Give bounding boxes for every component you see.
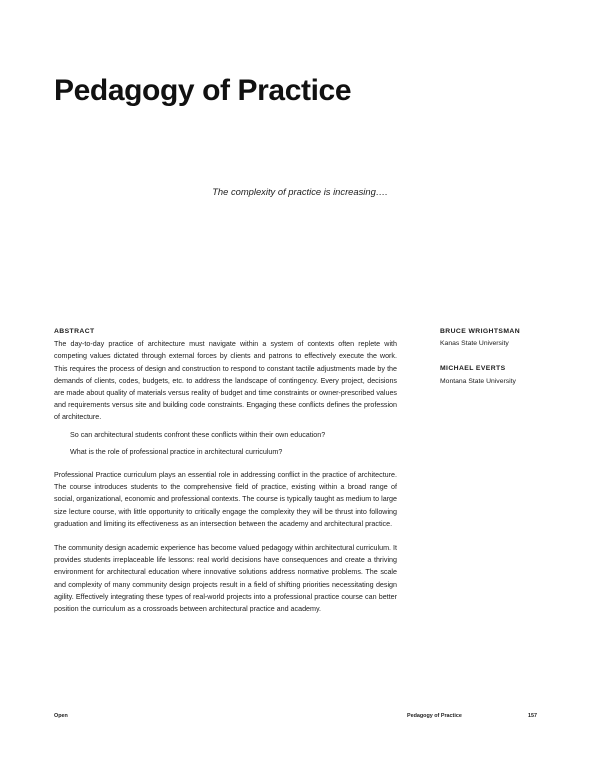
author-block bbox=[440, 326, 570, 401]
author-affiliation-2: Montana State University bbox=[440, 377, 516, 385]
abstract-question-1: So can architectural students confront these conflicts within their own education? bbox=[70, 430, 326, 439]
page-title: Pedagogy of Practice bbox=[54, 74, 352, 107]
page-number: 157 bbox=[528, 713, 537, 719]
abstract-paragraph: The day-to-day practice of architecture must navigate within a system of contexts often replete with competing values dictated through external forces by clients and patrons to effectively execute the work. This requires the process of design and construction to respond to constant tactile adjustments made by the demands of clients, codes, budgets, etc. to address the landscape of contingency. Every project, decisions are made about quality of materials versus reality of budget and time constraints or owner-prescribed values and requirements versus site and building code constraints. Engaging these conflicts defines the profession of architecture. bbox=[54, 340, 397, 422]
abstract-question-2: What is the role of professional practice in architectural curriculum? bbox=[70, 447, 283, 456]
footer-section: Open bbox=[54, 713, 68, 719]
author-name-2: MICHAEL EVERTS bbox=[440, 365, 506, 373]
author-affiliation-1: Kanas State University bbox=[440, 340, 509, 348]
footer-running-title: Pedagogy of Practice bbox=[407, 713, 462, 719]
epigraph: The complexity of practice is increasing…. bbox=[212, 186, 388, 197]
body-paragraph-1: Professional Practice curriculum plays an essential role in addressing conflict in the practice of architecture. The course introduces students to the comprehensive field of practice, existing within a broad range of social, organizational, economic and professional contexts. The course is typically taught as medium to large size lecture course, with little opportunity to critically engage the complexity they will be thrust into following graduation and limiting its effectiveness as an intersection between the academy and architectural practice. bbox=[54, 471, 397, 528]
abstract-heading: ABSTRACT bbox=[54, 328, 95, 335]
author-name-1: BRUCE WRIGHTSMAN bbox=[440, 328, 521, 335]
main-column bbox=[54, 326, 397, 615]
body-paragraph-2: The community design academic experience has become valued pedagogy within architectural curriculum. It provides students irreplaceable life lessons: real world decisions have consequences and create a thriving environment for architectural education where innovative solutions address normative problems. The scale and complexity of many community design projects result in a field of shifting priorities necessitating design agility. Effectively integrating these types of real-world projects into a professional practice course can better position the curriculum as a crossroads between architectural practice and academy. bbox=[54, 544, 397, 614]
